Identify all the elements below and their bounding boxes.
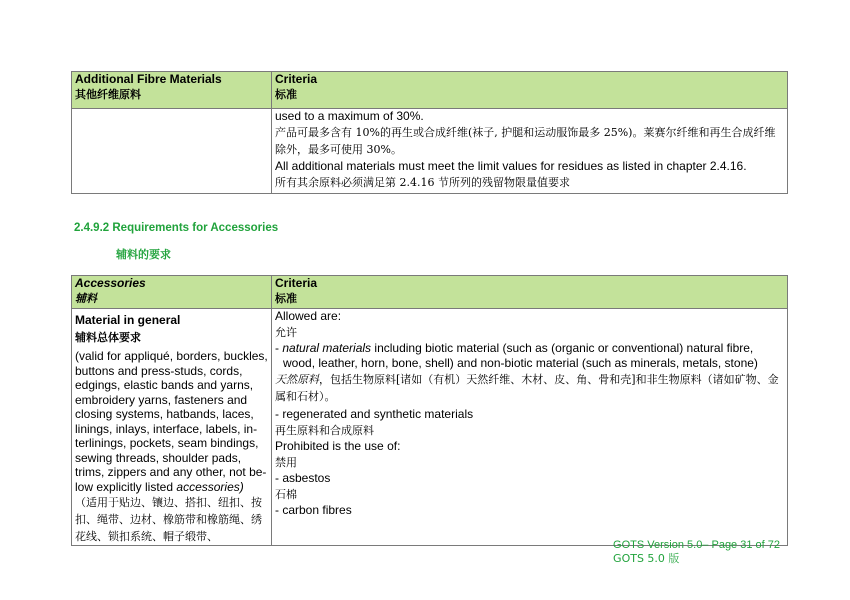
header-right-zh: 标准	[275, 292, 297, 305]
header-cell-left	[72, 276, 272, 309]
asbestos-item-zh: 石棉	[275, 488, 297, 501]
material-desc-en	[75, 349, 269, 494]
material-title-en: Material in general	[75, 313, 181, 327]
section-title: 2.4.9.2 Requirements for Accessories	[74, 222, 279, 234]
header-right-en: Criteria	[275, 72, 318, 86]
header-right-zh: 标准	[275, 88, 297, 101]
allowed-label: Allowed are:	[275, 309, 342, 323]
criteria-cell	[272, 309, 788, 546]
regenerated-item-zh: 再生原料和合成原料	[275, 424, 374, 437]
carbon-item: - carbon fibres	[275, 503, 352, 517]
asbestos-item: - asbestos	[275, 471, 331, 485]
material-desc-italic: accessories)	[176, 479, 244, 494]
header-left-en: Additional Fibre Materials	[75, 72, 222, 86]
criteria-line: 所有其余原料必须满足第 2.4.16 节所列的残留物限量值要求	[275, 176, 570, 189]
section-title-zh: 辅料的要求	[116, 248, 171, 261]
accessories-table	[71, 275, 788, 546]
criteria-cell	[272, 109, 788, 194]
additional-fibre-table	[71, 71, 788, 194]
empty-cell	[72, 109, 272, 194]
regenerated-item: - regenerated and synthetic materials	[275, 407, 474, 421]
natural-zh-italic: 天然原料	[275, 373, 319, 386]
table-header-row	[72, 276, 788, 309]
natural-materials-item	[275, 341, 785, 371]
page-footer	[613, 538, 780, 566]
header-left-zh: 其他纤维原料	[75, 88, 141, 101]
header-right-en: Criteria	[275, 276, 318, 290]
prohibited-label: Prohibited is the use of:	[275, 439, 401, 453]
prohibited-label-zh: 禁用	[275, 456, 297, 469]
natural-rest: including biotic material (such as (organic or conventional) natural fibre, wood, leather, horn, bone, shell) and non-biotic material (such as minerals, metals, stone)	[283, 341, 758, 370]
bullet-dash: -	[275, 341, 283, 355]
natural-italic: natural materials	[282, 341, 372, 355]
allowed-label-zh: 允许	[275, 326, 297, 339]
header-left-zh: 辅料	[75, 292, 97, 305]
footer-page-number: GOTS Version 5.0– Page 31 of 72	[613, 539, 780, 551]
natural-materials-zh	[267, 371, 785, 405]
table-row	[72, 109, 788, 194]
criteria-line: All additional materials must meet the limit values for residues as listed in chapter 2.4.16.	[275, 159, 747, 173]
material-desc-text: (valid for appliqué, borders, buckles, buttons and press-studs, cords, edgings, elastic bands and yarns, embroidery yarns, fasteners and closing systems, hatbands, laces, linings, inlays, interface, labels, in-terlinings, pockets, seam bindings, sewing threads, shoulder pads, trims, zippers and any other, not be-low explicitly listed	[75, 349, 268, 494]
material-title-zh: 辅料总体要求	[75, 331, 141, 344]
material-desc-zh: （适用于贴边、镶边、搭扣、纽扣、按扣、绳带、边材、橡筋带和橡筋绳、绣花线、锁扣系统、帽子缎带、	[75, 496, 262, 543]
header-cell-left	[72, 72, 272, 109]
criteria-line: used to a maximum of 30%.	[275, 109, 424, 123]
table-header-row	[72, 72, 788, 109]
header-cell-right	[272, 276, 788, 309]
header-left-en: Accessories	[75, 276, 146, 290]
table-row	[72, 309, 788, 546]
natural-zh-rest: ，包括生物原料[诸如（有机）天然纤维、木材、皮、角、骨和壳]和非生物原料（诸如矿物、金属和石材）。	[275, 373, 779, 403]
material-general-cell	[72, 309, 272, 546]
footer-version-zh: GOTS 5.0 版	[613, 552, 680, 565]
criteria-line: 产品可最多含有 10%的再生或合成纤维(袜子, 护腿和运动服饰最多 25%)。莱赛尔纤维和再生合成纤维除外，最多可使用 30%。	[275, 126, 776, 156]
header-cell-right	[272, 72, 788, 109]
